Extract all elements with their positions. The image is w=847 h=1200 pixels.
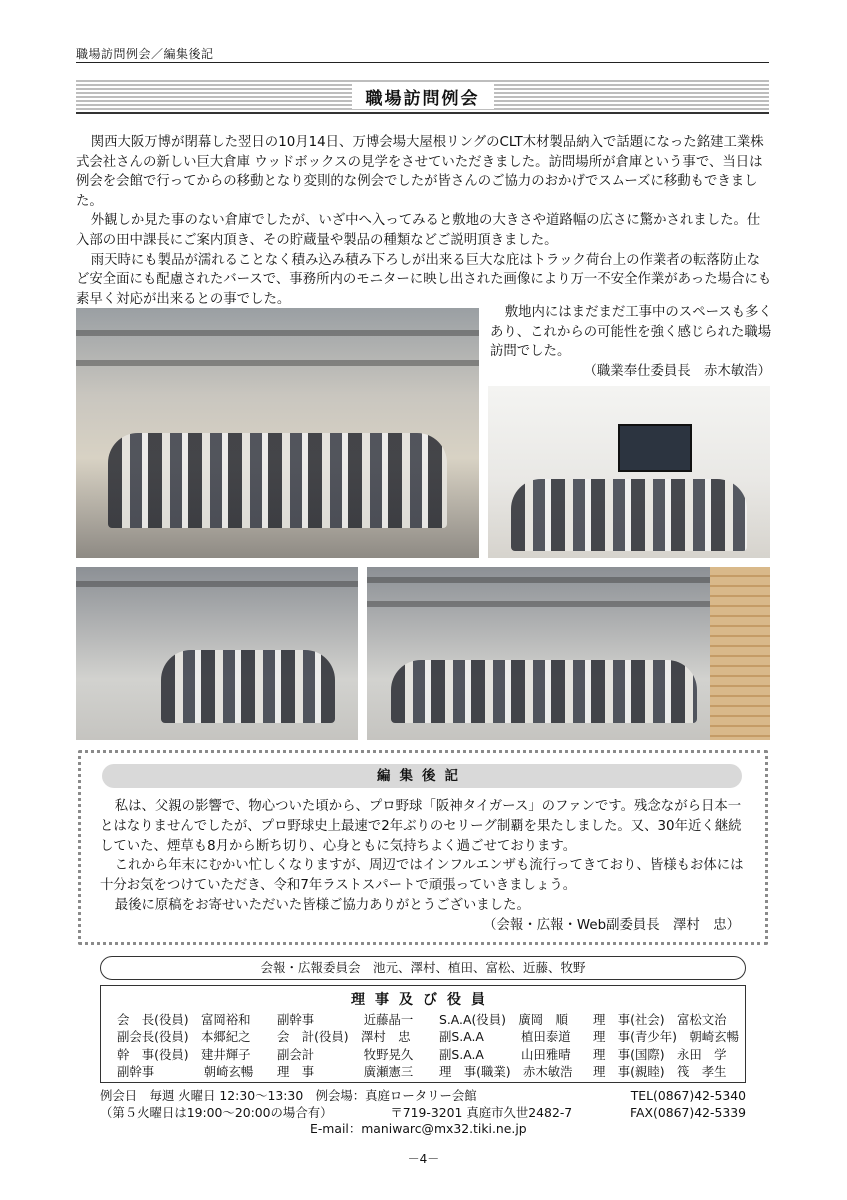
officers-grid	[101, 1011, 745, 1081]
officer-entry: 理 事(職業) 赤木敏浩	[439, 1064, 573, 1080]
officer-entry: 理 事(国際) 永田 学	[593, 1046, 727, 1062]
club-info	[100, 1088, 746, 1138]
fax-number: FAX(0867)42-5339	[630, 1104, 746, 1120]
warehouse-interior-photo	[367, 567, 770, 740]
editor-paragraph: 最後に原稿をお寄せいただいた皆様ご協力ありがとうございました。	[114, 897, 530, 913]
officer-entry: 理 事(社会) 富松文治	[593, 1012, 727, 1027]
editor-signature: （会報・広報・Web副委員長 澤村 忠）	[483, 917, 740, 933]
office-monitor-photo	[488, 386, 770, 558]
officer-entry: 会 計(役員) 澤村 忠	[277, 1029, 411, 1045]
editor-note-body	[100, 797, 750, 936]
officer-entry: 会 長(役員) 富岡裕和	[117, 1012, 251, 1027]
caption-signature: （職業奉仕委員長 赤木敏浩）	[583, 363, 771, 379]
officer-entry: 副会計 牧野晃久	[277, 1046, 414, 1062]
officer-entry: S.A.A(役員) 廣岡 順	[439, 1012, 568, 1027]
email-address: E-mail：maniwarc@mx32.tiki.ne.jp	[310, 1121, 527, 1136]
officer-entry: 副幹事 近藤晶一	[277, 1012, 414, 1027]
committee-members: 会報・広報委員会 池元、澤村、植田、富松、近藤、牧野	[100, 956, 746, 980]
page-number: －4－	[407, 1152, 440, 1166]
section-title: 職場訪問例会	[352, 84, 494, 109]
officer-entry: 副S.A.A 植田泰道	[439, 1029, 571, 1045]
meeting-info: 例会日 毎週 火曜日 12:30〜13:30 例会場：真庭ロータリー会館	[100, 1088, 477, 1103]
officers-title: 理事及び役員	[351, 992, 495, 1008]
warehouse-entrance-photo	[76, 567, 358, 740]
timber-stack	[710, 567, 770, 740]
officers-table	[100, 985, 746, 1083]
page-header-label: 職場訪問例会／編集後記	[76, 47, 214, 61]
fifth-tuesday-note: （第５火曜日は19:00〜20:00の場合有）	[100, 1104, 333, 1120]
tel-number: TEL(0867)42-5340	[630, 1088, 746, 1103]
officer-entry: 理 事(親睦) 筏 孝生	[593, 1064, 727, 1080]
title-underline	[76, 112, 769, 114]
postal-address: 〒719-3201 真庭市久世2482-7	[390, 1104, 573, 1120]
section-title-bar	[76, 80, 769, 114]
photo-caption	[490, 303, 775, 381]
intro-paragraph: 雨天時にも製品が濡れることなく積み込み積み下ろしが出来る巨大な庇はトラック荷台上の作業者の転落防止など安全面にも配慮されたバースで、事務所内のモニターに映し出された画像により万一不安全作業があった場合にも素早く対応が出来るとの事でした。	[76, 252, 772, 307]
officer-entry: 副幹事 朝崎玄暢	[117, 1064, 254, 1080]
group-photo	[76, 308, 479, 558]
editor-paragraph: 私は、父親の影響で、物心ついた頃から、プロ野球「阪神タイガース」のファンです。残念ながら日本一とはなりませんでしたが、プロ野球史上最速で2年ぶりのセリーグ制覇を果たしました。又、30年近く継続していた、煙草も8月から断ち切り、心身ともに気持ちよく過ごせております。	[100, 799, 742, 854]
monitor-screen	[618, 424, 692, 472]
officer-entry: 幹 事(役員) 建井輝子	[117, 1046, 251, 1062]
intro-text	[76, 133, 773, 309]
caption-text: 敷地内にはまだまだ工事中のスペースも多くあり、これからの可能性を強く感じられた職場訪問でした。	[490, 305, 772, 360]
intro-paragraph: 関西大阪万博が閉幕した翌日の10月14日、万博会場大屋根リングのCLT木材製品納入で話題になった銘建工業株式会社さんの新しい巨大倉庫 ウッドボックスの見学をさせていただきました。訪問場所が倉庫という事で、当日は例会を会館で行ってからの移動となり変則的な例会でしたが皆さんのご協力のおかげでスムーズに移動もできました。	[76, 135, 764, 209]
officer-entry: 副会長(役員) 本郷紀之	[117, 1029, 251, 1045]
editor-note-title: 編集後記	[102, 764, 742, 788]
intro-paragraph: 外観しか見た事のない倉庫でしたが、いざ中へ入ってみると敷地の大きさや道路幅の広さに驚かされました。仕入部の田中課長にご案内頂き、その貯蔵量や製品の種類などご説明頂きました。	[76, 213, 761, 248]
officer-entry: 副S.A.A 山田雅晴	[439, 1046, 571, 1062]
officer-entry: 理 事(青少年) 朝崎玄暢	[593, 1029, 739, 1045]
officer-entry: 理 事 廣瀬憲三	[277, 1064, 414, 1080]
editor-paragraph: これから年末にむかい忙しくなりますが、周辺ではインフルエンザも流行ってきており、皆様もお体には十分お気をつけていただき、令和7年ラストスパートで頑張っていきましょう。	[100, 858, 744, 894]
header-divider	[76, 62, 769, 63]
